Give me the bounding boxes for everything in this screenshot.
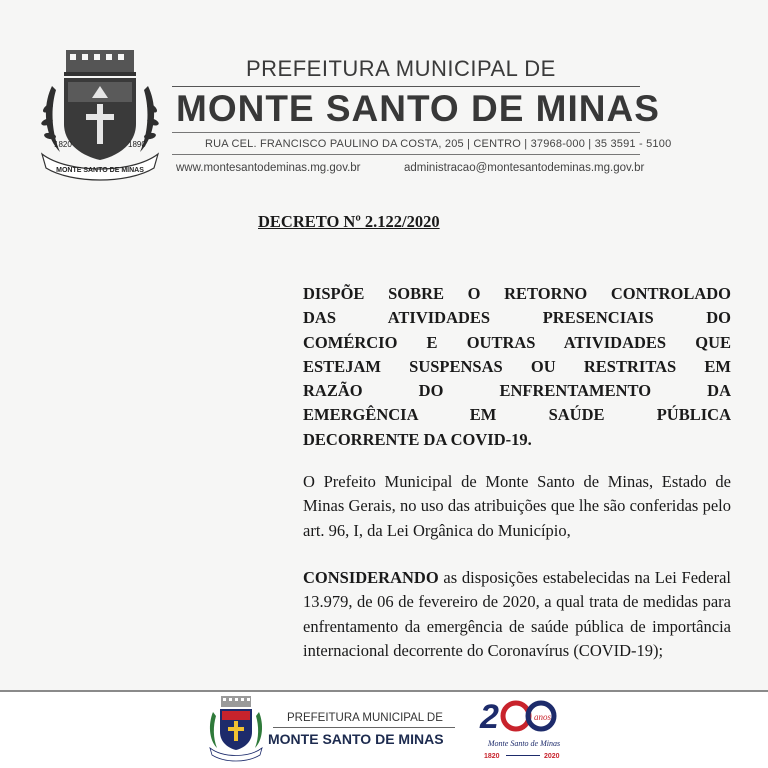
preamble-paragraph: O Prefeito Municipal de Monte Santo de Minas, Estado de Minas Gerais, no uso das atribuições que lhe são conferidas pelo art. 96, I, da Lei Orgânica do Município, <box>303 472 731 540</box>
svg-text:1890: 1890 <box>128 140 146 149</box>
footer-org-line2: MONTE SANTO DE MINAS <box>268 731 444 747</box>
summary-line: DISPÕE SOBRE O RETORNO CONTROLADO <box>303 284 731 303</box>
decree-title: DECRETO Nº 2.122/2020 <box>258 212 440 231</box>
header-divider <box>172 154 640 155</box>
summary-line: DECORRENTE DA COVID-19. <box>303 429 532 449</box>
svg-text:Monte Santo de Minas: Monte Santo de Minas <box>487 739 561 748</box>
summary-line: RAZÃO DO ENFRENTAMENTO DA <box>303 381 731 401</box>
header-org-line2: MONTE SANTO DE MINAS <box>176 88 660 129</box>
considering-keyword: CONSIDERANDO <box>303 568 439 587</box>
footer-divider <box>0 690 768 692</box>
svg-text:2020: 2020 <box>544 753 560 760</box>
considering-text: as disposições estabelecidas na Lei Federal 13.979, de 06 de fevereiro de 2020, a qual trata de medidas para enfrentamento da emergência de saúde pública de importância internacional decorrente do Coronavírus (COVID-19); <box>303 568 731 661</box>
header-email-link[interactable]: administracao@montesantodeminas.mg.gov.br <box>404 162 645 174</box>
svg-text:anos: anos <box>534 712 552 722</box>
header-divider <box>172 86 640 87</box>
svg-text:1820: 1820 <box>54 140 72 149</box>
footer-org-line1: PREFEITURA MUNICIPAL DE <box>287 712 443 724</box>
svg-text:1820: 1820 <box>484 753 500 760</box>
anniversary-200-logo-icon <box>478 694 570 762</box>
svg-text:2: 2 <box>480 698 499 736</box>
summary-line: COMÉRCIO E OUTRAS ATIVIDADES QUE <box>303 332 731 352</box>
summary-line: ESTEJAM SUSPENSAS OU RESTRITAS EM <box>303 356 731 376</box>
header-website-link[interactable]: www.montesantodeminas.mg.gov.br <box>176 162 361 174</box>
header-address: RUA CEL. FRANCISCO PAULINO DA COSTA, 205 | CENTRO | 37968-000 | 35 3591 - 5100 <box>205 138 672 150</box>
municipal-crest-icon <box>38 46 162 182</box>
footer-divider-line <box>273 727 455 728</box>
header-org-line1: PREFEITURA MUNICIPAL DE <box>246 56 556 81</box>
header-divider <box>172 132 640 133</box>
considering-paragraph <box>303 566 731 664</box>
summary-line: EMERGÊNCIA EM SAÚDE PÚBLICA <box>303 405 731 425</box>
footer-crest-icon <box>207 694 265 762</box>
summary-line: DAS ATIVIDADES PRESENCIAIS DO <box>303 308 731 328</box>
svg-text:MONTE SANTO DE MINAS: MONTE SANTO DE MINAS <box>56 167 144 174</box>
decree-summary <box>303 282 731 452</box>
